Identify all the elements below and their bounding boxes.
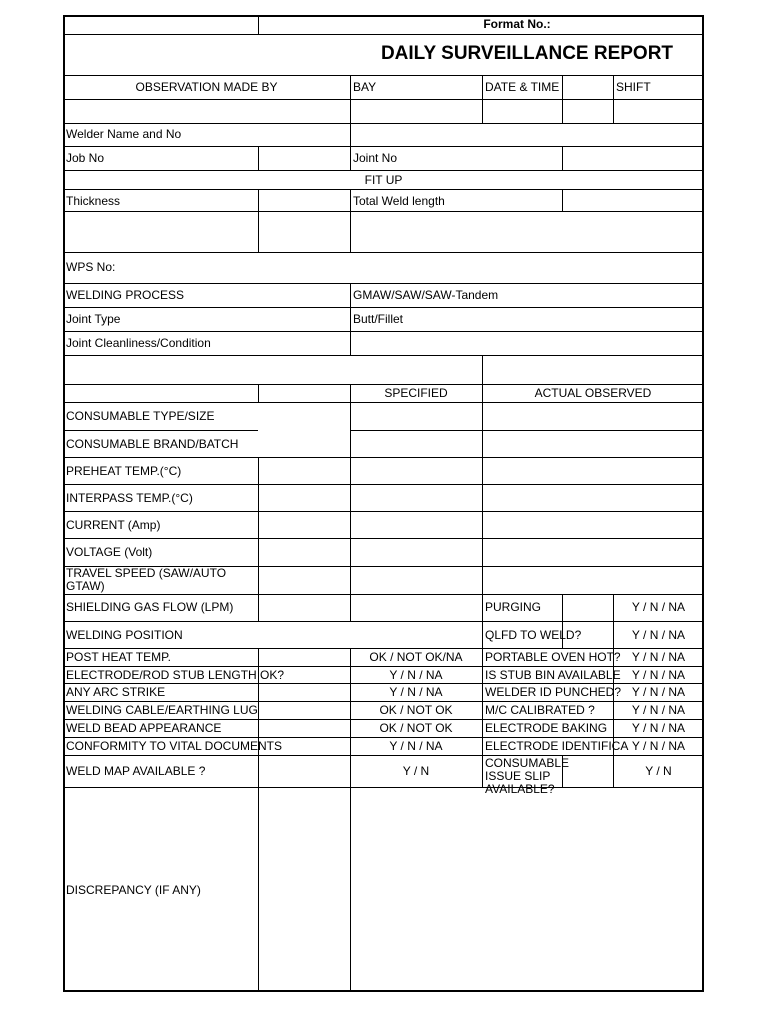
grid-line bbox=[63, 484, 704, 485]
grid-line bbox=[63, 701, 704, 702]
grid-line bbox=[63, 402, 704, 403]
post-heat-value: OK / NOT OK/NA bbox=[369, 650, 463, 664]
portable-oven-label: PORTABLE OVEN HOT? bbox=[485, 650, 621, 664]
grid-line bbox=[258, 146, 259, 170]
grid-line bbox=[562, 75, 563, 123]
welder-id-label: WELDER ID PUNCHED? bbox=[485, 685, 622, 699]
grid-line bbox=[63, 621, 704, 622]
grid-line bbox=[63, 594, 704, 595]
job-no-label: Job No bbox=[66, 151, 105, 165]
preheat-temp-label: PREHEAT TEMP.(°C) bbox=[66, 464, 182, 478]
consumable-issue-slip-label: CONSUMABLE ISSUE SLIP AVAILABLE? bbox=[485, 756, 570, 796]
purging-label: PURGING bbox=[485, 600, 542, 614]
grid-line bbox=[63, 99, 704, 100]
mc-calibrated-label: M/C CALIBRATED ? bbox=[485, 703, 595, 717]
format-number-label: Format No.: bbox=[483, 17, 551, 31]
grid-line bbox=[258, 15, 259, 34]
report-title: DAILY SURVEILLANCE REPORT bbox=[380, 43, 674, 64]
arc-strike-label: ANY ARC STRIKE bbox=[66, 685, 166, 699]
joint-cleanliness-label: Joint Cleanliness/Condition bbox=[66, 336, 211, 350]
grid-line bbox=[63, 457, 704, 458]
electrode-baking-label: ELECTRODE BAKING bbox=[485, 721, 608, 735]
grid-line bbox=[350, 123, 351, 170]
interpass-temp-label: INTERPASS TEMP.(°C) bbox=[66, 491, 193, 505]
shielding-gas-flow-label: SHIELDING GAS FLOW (LPM) bbox=[66, 600, 234, 614]
consumable-issue-slip-value: Y / N bbox=[645, 764, 672, 778]
grid-line bbox=[63, 719, 704, 720]
grid-line bbox=[482, 355, 483, 787]
grid-line bbox=[63, 538, 704, 539]
joint-type-value: Butt/Fillet bbox=[353, 312, 404, 326]
grid-line bbox=[258, 457, 259, 621]
qualified-to-weld-label: QLFD TO WELD? bbox=[485, 628, 582, 642]
grid-line bbox=[258, 384, 259, 402]
actual-observed-header: ACTUAL OBSERVED bbox=[534, 386, 652, 400]
welding-position-label: WELDING POSITION bbox=[66, 628, 183, 642]
wps-no-label: WPS No: bbox=[66, 260, 116, 274]
weld-map-label: WELD MAP AVAILABLE ? bbox=[66, 764, 206, 778]
grid-line bbox=[63, 34, 704, 35]
grid-line bbox=[63, 189, 704, 190]
grid-line bbox=[63, 755, 704, 756]
vital-documents-value: Y / N / NA bbox=[389, 739, 443, 753]
grid-line bbox=[482, 75, 483, 123]
stub-bin-value: Y / N / NA bbox=[631, 668, 686, 682]
electrode-baking-value: Y / N / NA bbox=[631, 721, 686, 735]
grid-line bbox=[63, 252, 704, 253]
mc-calibrated-value: Y / N / NA bbox=[631, 703, 686, 717]
fit-up-heading: FIT UP bbox=[364, 173, 403, 187]
grid-line bbox=[63, 170, 704, 171]
welding-cable-value: OK / NOT OK bbox=[379, 703, 453, 717]
stub-bin-label: IS STUB BIN AVAILABLE bbox=[485, 668, 621, 682]
electrode-identification-label: ELECTRODE IDENTIFICA bbox=[485, 739, 629, 753]
grid-line bbox=[350, 75, 351, 123]
grid-line bbox=[63, 430, 258, 431]
grid-line bbox=[63, 511, 704, 512]
consumable-brand-label: CONSUMABLE BRAND/BATCH bbox=[66, 437, 239, 451]
discrepancy-label: DISCREPANCY (IF ANY) bbox=[66, 883, 201, 897]
consumable-type-label: CONSUMABLE TYPE/SIZE bbox=[66, 409, 215, 423]
weld-bead-value: OK / NOT OK bbox=[379, 721, 453, 735]
grid-line bbox=[350, 430, 704, 431]
travel-speed-label-cont: GTAW) bbox=[66, 579, 105, 593]
grid-line bbox=[350, 283, 351, 355]
weld-map-value: Y / N bbox=[402, 764, 430, 778]
arc-strike-value: Y / N / NA bbox=[389, 685, 443, 699]
specified-header: SPECIFIED bbox=[384, 386, 448, 400]
joint-type-label: Joint Type bbox=[66, 312, 121, 326]
shift-header: SHIFT bbox=[616, 80, 651, 94]
welding-cable-label: WELDING CABLE/EARTHING LUG bbox=[66, 703, 258, 717]
joint-no-label: Joint No bbox=[353, 151, 398, 165]
grid-line bbox=[63, 283, 704, 284]
grid-line bbox=[350, 384, 351, 621]
grid-line bbox=[63, 211, 704, 212]
observation-made-by-header: OBSERVATION MADE BY bbox=[135, 80, 278, 94]
grid-line bbox=[562, 189, 563, 211]
grid-line bbox=[63, 331, 704, 332]
grid-line bbox=[63, 683, 704, 684]
voltage-label: VOLTAGE (Volt) bbox=[66, 545, 153, 559]
date-time-header: DATE & TIME bbox=[485, 80, 560, 94]
bay-header: BAY bbox=[353, 80, 377, 94]
grid-line bbox=[63, 666, 704, 667]
welder-name-label: Welder Name and No bbox=[66, 127, 182, 141]
portable-oven-value: Y / N / NA bbox=[631, 650, 686, 664]
grid-line bbox=[63, 648, 704, 649]
purging-value: Y / N / NA bbox=[631, 600, 686, 614]
stub-length-label: ELECTRODE/ROD STUB LENGTH OK? bbox=[66, 668, 285, 682]
grid-line bbox=[258, 189, 259, 252]
welding-process-value: GMAW/SAW/SAW-Tandem bbox=[353, 288, 499, 302]
grid-line bbox=[63, 307, 704, 308]
qualified-to-weld-value: Y / N / NA bbox=[631, 628, 686, 642]
grid-line bbox=[63, 787, 704, 788]
grid-line bbox=[63, 75, 704, 76]
grid-line bbox=[63, 146, 704, 147]
current-label: CURRENT (Amp) bbox=[66, 518, 161, 532]
stub-length-value: Y / N / NA bbox=[389, 668, 443, 682]
thickness-label: Thickness bbox=[66, 194, 121, 208]
weld-bead-label: WELD BEAD APPEARANCE bbox=[66, 721, 222, 735]
vital-documents-label: CONFORMITY TO VITAL DOCUMENTS bbox=[66, 739, 283, 753]
grid-line bbox=[350, 648, 351, 992]
grid-line bbox=[63, 384, 704, 385]
grid-line bbox=[350, 189, 351, 252]
electrode-identification-value: Y / N / NA bbox=[631, 739, 686, 753]
grid-line bbox=[258, 648, 259, 992]
grid-line bbox=[562, 146, 563, 170]
travel-speed-label: TRAVEL SPEED (SAW/AUTO bbox=[66, 566, 227, 580]
welder-id-value: Y / N / NA bbox=[631, 685, 686, 699]
grid-line bbox=[63, 355, 704, 356]
grid-line bbox=[63, 737, 704, 738]
grid-line bbox=[613, 75, 614, 123]
welding-process-label: WELDING PROCESS bbox=[66, 288, 185, 302]
grid-line bbox=[63, 123, 704, 124]
post-heat-label: POST HEAT TEMP. bbox=[66, 650, 171, 664]
total-weld-length-label: Total Weld length bbox=[353, 194, 445, 208]
